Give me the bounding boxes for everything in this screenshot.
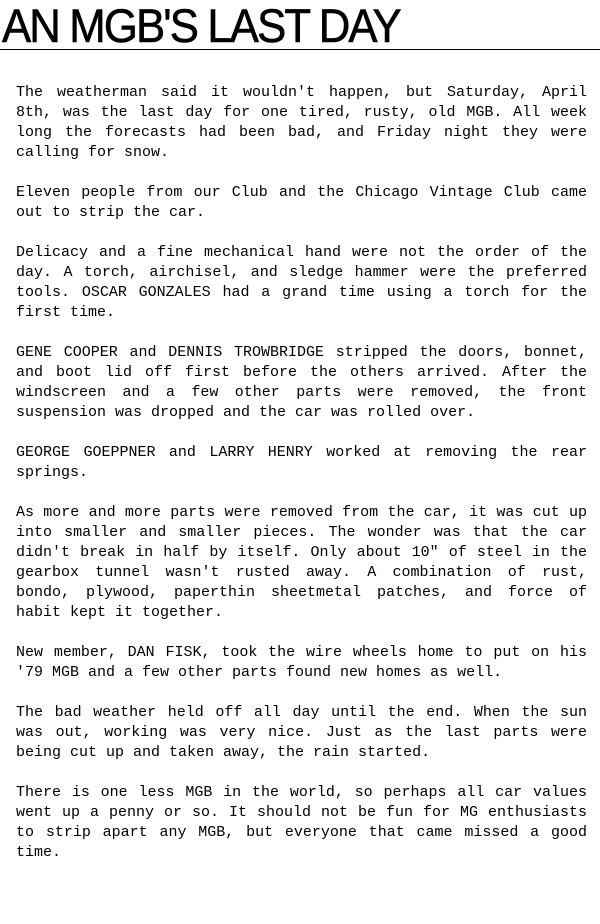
article-paragraph: New member, DAN FISK, took the wire wheels home to put on his '79 MGB and a few other parts found new homes as well. — [16, 644, 587, 681]
article-paragraph: As more and more parts were removed from the car, it was cut up into smaller and smaller pieces. The wonder was that the car didn't break in half by itself. Only about 10" of steel in the gearbox tunnel wasn't rusted away. A combination of rust, bondo, plywood, paperthin sheetmetal patches, and force of habit kept it together. — [16, 504, 587, 621]
article-paragraph: There is one less MGB in the world, so perhaps all car values went up a penny or so. It should not be fun for MG enthusiasts to strip apart any MGB, but everyone that came missed a good time. — [16, 784, 587, 861]
article-paragraph: Delicacy and a fine mechanical hand were not the order of the day. A torch, airchisel, and sledge hammer were the preferred tools. OSCAR GONZALES had a grand time using a torch for the first time. — [16, 244, 587, 321]
article-paragraph: Eleven people from our Club and the Chicago Vintage Club came out to strip the car. — [16, 184, 587, 221]
article-paragraph: The bad weather held off all day until the end. When the sun was out, working was very nice. Just as the last parts were being cut up and taken away, the rain started. — [16, 704, 587, 761]
article-body — [16, 83, 587, 883]
article-paragraph: The weatherman said it wouldn't happen, but Saturday, April 8th, was the last day for one tired, rusty, old MGB. All week long the forecasts had been bad, and Friday night they were calling for snow. — [16, 84, 587, 161]
article-paragraph: GEORGE GOEPPNER and LARRY HENRY worked at removing the rear springs. — [16, 444, 587, 481]
title-divider — [0, 49, 600, 50]
article-paragraph: GENE COOPER and DENNIS TROWBRIDGE stripped the doors, bonnet, and boot lid off first before the others arrived. After the windscreen and a few other parts were removed, the front suspension was dropped and the car was rolled over. — [16, 344, 587, 421]
article-title: AN MGB'S LAST DAY — [2, 0, 400, 52]
